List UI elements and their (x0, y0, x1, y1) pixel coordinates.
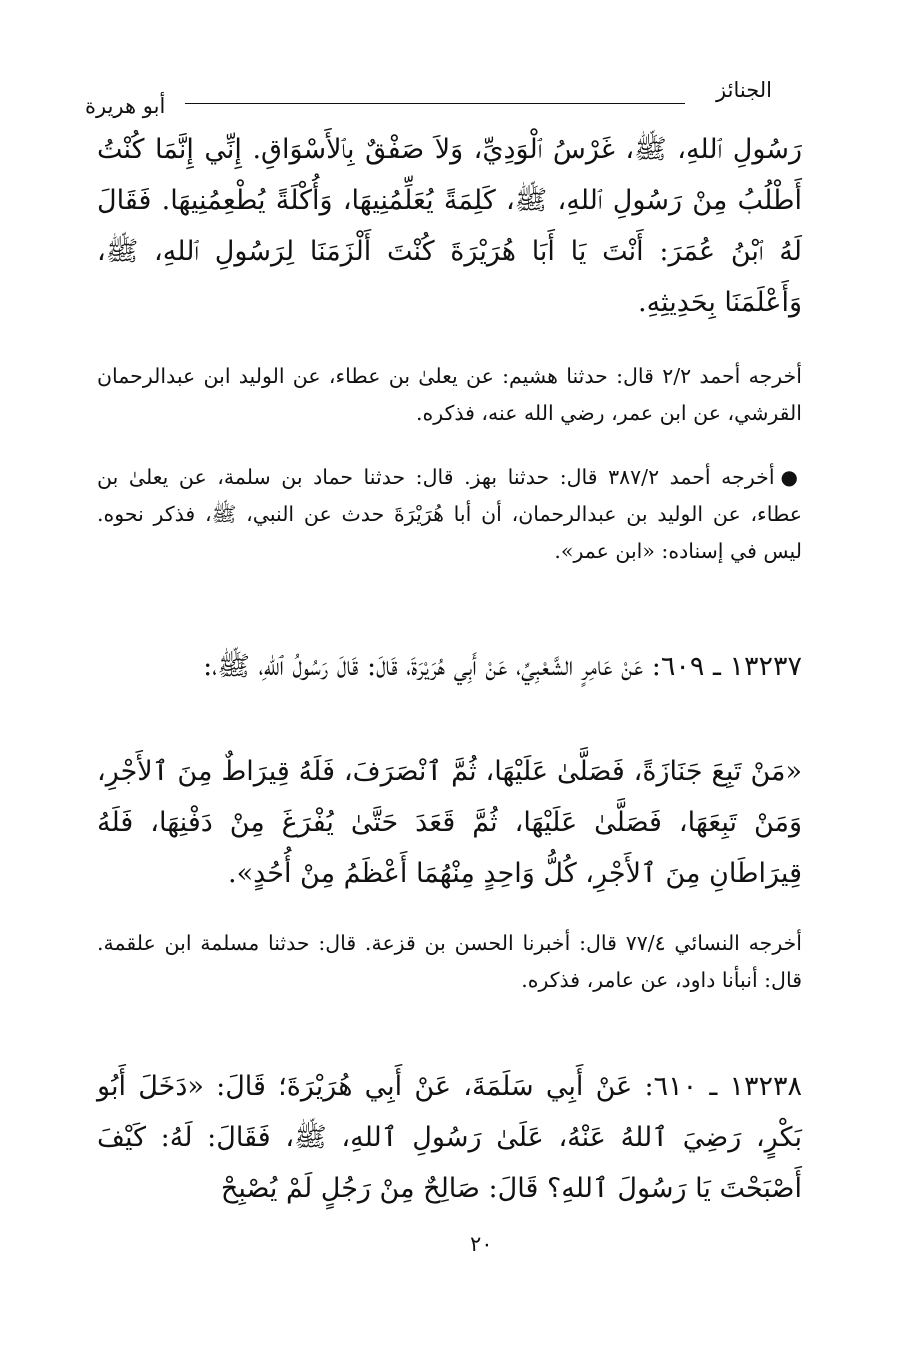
takhrij-note-ahmad-2 (97, 459, 802, 570)
running-header-narrator: أبو هريرة (85, 94, 166, 118)
hadith-continuation: رَسُولِ ٱللهِ، ﷺ، غَرْسُ ٱلْوَدِيِّ، وَلاَ صَفْقٌ بِٱلأَسْوَاقِ. إِنِّي إِنَّمَا كُنْتُ أَطْلُبُ مِنْ رَسُولِ ٱللهِ، ﷺ، كَلِمَةً يُعَلِّمُنِيهَا، وَأُكْلَةً يُطْعِمُنِيهَا. فَقَالَ لَهُ ٱبْنُ عُمَرَ: أَنْتَ يَا أَبَا هُرَيْرَةَ كُنْتَ أَلْزَمَنَا لِرَسُولِ ٱللهِ، ﷺ، وَأَعْلَمَنَا بِحَدِيثِهِ. (97, 134, 802, 318)
takhrij-note-ahmad-1: أخرجه أحمد ٢/٢ قال: حدثنا هشيم: عن يعلىٰ بن عطاء، عن الوليد ابن عبدالرحمان القرشي، عن ابن عمر، رضي الله عنه، فذكره. (97, 364, 802, 425)
page-number: ٢٠ (470, 1232, 493, 1256)
running-header-chapter: الجنائز (716, 78, 772, 102)
header-rule (185, 103, 685, 104)
takhrij-note-ahmad-2-text: أخرجه أحمد ٣٨٧/٢ قال: حدثنا بهز. قال: حدثنا حماد بن سلمة، عن يعلىٰ بن عطاء، عن الوليد بن عبدالرحمان، أن أبا هُرَيْرَةَ حدث عن النبي، ﷺ، فذكر نحوه. ليس في إسناده: «ابن عمر». (97, 465, 802, 563)
takhrij-note-nasai: أخرجه النسائي ٧٧/٤ قال: أخبرنا الحسن بن قزعة. قال: حدثنا مسلمة ابن علقمة. قال: أنبأنا داود، عن عامر، فذكره. (97, 931, 802, 992)
hadith-13237-heading: ١٣٢٣٧ ـ ٦٠٩: عَنْ عَامِرٍ الشَّعْبِيِّ، عَنْ أَبِي هُرَيْرَةَ، قَالَ: قَالَ رَسُولُ ٱللهِ، ﷺ،: (203, 651, 802, 682)
hadith-13238: ١٣٢٣٨ ـ ٦١٠: عَنْ أَبِي سَلَمَةَ، عَنْ أَبِي هُرَيْرَةَ؛ قَالَ: «دَخَلَ أَبُو بَكْرٍ، رَضِيَ ٱللهُ عَنْهُ، عَلَىٰ رَسُولِ ٱللهِ، ﷺ، فَقَالَ: لَهُ: كَيْفَ أَصْبَحْتَ يَا رَسُولَ ٱللهِ؟ قَالَ: صَالِحٌ مِنْ رَجُلٍ لَمْ يُصْبِحْ (97, 1071, 803, 1204)
bullet-icon: ● (780, 465, 803, 489)
hadith-13237-text: «مَنْ تَبِعَ جَنَازَةً، فَصَلَّىٰ عَلَيْهَا، ثُمَّ ٱنْصَرَفَ، فَلَهُ قِيرَاطٌ مِنَ ٱلأَجْرِ، وَمَنْ تَبِعَهَا، فَصَلَّىٰ عَلَيْهَا، ثُمَّ قَعَدَ حَتَّىٰ يُفْرَغَ مِنْ دَفْنِهَا، فَلَهُ قِيرَاطَانِ مِنَ ٱلأَجْرِ، كُلُّ وَاحِدٍ مِنْهُمَا أَعْظَمُ مِنْ أُحُدٍ». (97, 756, 802, 889)
